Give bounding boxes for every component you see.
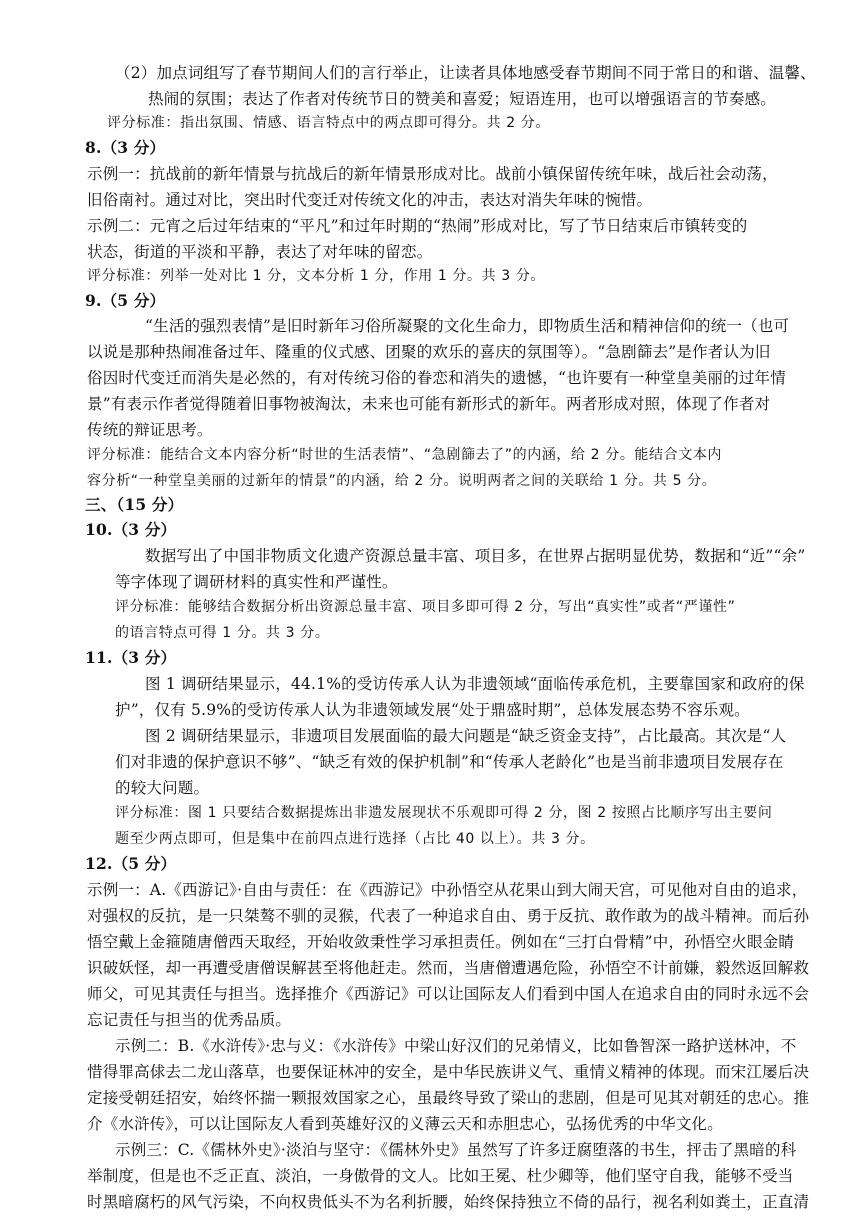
answer-text-line: 悟空戴上金箍随唐僧西天取经，开始收敛秉性学习承担责任。例如在“三打白骨精”中，孙悟空火眼金睛 bbox=[87, 933, 795, 951]
answer-text-line: 的较大问题。 bbox=[115, 779, 210, 797]
answer-text-line: （2）加点词组写了春节期间人们的言行举止，让读者具体地感受春节期间不同于常日的和谐、温馨、 bbox=[115, 64, 816, 82]
scoring-criteria-line: 评分标准：指出氛围、情感、语言特点中的两点即可得分。共 2 分。 bbox=[107, 115, 551, 131]
answer-text-line: 状态，街道的平淡和平静，表达了对年味的留恋。 bbox=[87, 243, 433, 261]
answer-text-line: 传统的辩证思考。 bbox=[87, 421, 213, 439]
answer-text-line: 忘记责任与担当的优秀品质。 bbox=[87, 1011, 292, 1029]
answer-text-line: 示例三：C.《儒林外史》·淡泊与坚守：《儒林外史》虽然写了许多迂腐堕落的书生，抨击了黑暗的科 bbox=[115, 1141, 797, 1159]
answer-text-line: 护”，仅有 5.9%的受访传承人认为非遗领域发展“处于鼎盛时期”，总体发展态势不容乐观。 bbox=[115, 701, 750, 719]
scoring-criteria-line: 评分标准：列举一处对比 1 分，文本分析 1 分，作用 1 分。共 3 分。 bbox=[87, 268, 546, 284]
answer-text-line: 师父，可见其责任与担当。选择推介《西游记》可以让国际友人们看到中国人在追求自由的同时永远不会 bbox=[87, 985, 810, 1003]
scoring-criteria-line: 容分析“一种堂皇美丽的过新年的情景”的内涵，给 2 分。说明两者之间的关联给 1 分。共 5 分。 bbox=[87, 473, 717, 489]
answer-text-line: “生活的强烈表情”是旧时新年习俗所凝聚的文化生命力，即物质生活和精神信仰的统一（也可 bbox=[145, 317, 790, 335]
answer-text-line: 图 1 调研结果显示，44.1%的受访传承人认为非遗领域“面临传承危机，主要靠国家和政府的保 bbox=[145, 675, 805, 693]
question-number: 10.（3 分） bbox=[85, 520, 177, 539]
answer-text-line: 以说是那种热闹准备过年、隆重的仪式感、团聚的欢乐的喜庆的氛围等）。“急剧篩去”是作者认为旧 bbox=[87, 343, 771, 361]
answer-text-line: 示例二：B.《水浒传》·忠与义：《水浒传》中梁山好汉们的兄弟情义，比如鲁智深一路护送林冲，不 bbox=[115, 1037, 797, 1055]
answer-text-line: 惜得罪高俅去二龙山落草，也要保证林冲的安全，是中华民族讲义气、重情义精神的体现。而宋江屡后决 bbox=[87, 1063, 810, 1081]
answer-text-line: 定接受朝廷招安，始终怀揣一颗报效国家之心，虽最终导致了梁山的悲剧，但是可见其对朝廷的忠心。推 bbox=[87, 1089, 810, 1107]
answer-text-line: 示例一：A.《西游记》·自由与责任：在《西游记》中孙悟空从花果山到大闹天宫，可见他对自由的追求， bbox=[87, 881, 808, 899]
answer-text-line: 举制度，但是也不乏正直、淡泊，一身傲骨的文人。比如王冕、杜少卿等，他们坚守自我，能够不受当 bbox=[87, 1167, 794, 1185]
answer-text-line: 们对非遗的保护意识不够”、“缺乏有效的保护机制”和“传承人老龄化”也是当前非遗项目发展存在 bbox=[115, 753, 784, 771]
answer-text-line: 识破妖怪，却一再遭受唐僧误解甚至将他赶走。然而，当唐僧遭遇危险，孙悟空不计前嫌，毅然返回解救 bbox=[87, 959, 810, 977]
question-number: 11.（3 分） bbox=[85, 648, 177, 667]
answer-text-line: 等字体现了调研材料的真实性和严谨性。 bbox=[115, 573, 398, 591]
scoring-criteria-line: 的语言特点可得 1 分。共 3 分。 bbox=[115, 625, 330, 641]
question-number: 三、（15 分） bbox=[85, 495, 184, 514]
answer-text-line: 示例一：抗战前的新年情景与抗战后的新年情景形成对比。战前小镇保留传统年味，战后社会动荡， bbox=[87, 165, 778, 183]
question-number: 12.（5 分） bbox=[85, 854, 177, 873]
answer-text-line: 介《水浒传》，可以让国际友人看到英雄好汉的义薄云天和赤胆忠心，弘扬优秀的中华文化。 bbox=[87, 1115, 723, 1133]
answer-text-line: 景”有表示作者觉得随着旧事物被淘汰，未来也可能有新形式的新年。两者形成对照，体现了作者对 bbox=[87, 395, 771, 413]
scoring-criteria-line: 评分标准：能够结合数据分析出资源总量丰富、项目多即可得 2 分，写出“真实性”或者“严谨性” bbox=[115, 599, 736, 615]
answer-text-line: 时黑暗腐朽的风气污染，不向权贵低头不为名利折腰，始终保持独立不倚的品行，视名利如粪土，正直清 bbox=[87, 1193, 810, 1211]
question-number: 8.（3 分） bbox=[85, 138, 166, 157]
answer-text-line: 热闹的氛围；表达了作者对传统节日的赞美和喜爱；短语连用，也可以增强语言的节奏感。 bbox=[148, 90, 777, 108]
scoring-criteria-line: 题至少两点即可，但是集中在前四点进行选择（占比 40 以上）。共 3 分。 bbox=[115, 831, 595, 847]
answer-text-line: 对强权的反抗，是一只桀骜不驯的灵猴，代表了一种追求自由、勇于反抗、敢作敢为的战斗精神。而后孙 bbox=[87, 907, 810, 925]
answer-text-line: 俗因时代变迁而消失是必然的，有对传统习俗的眷恋和消失的遗憾，“也许要有一种堂皇美丽的过年情 bbox=[87, 369, 786, 387]
scoring-criteria-line: 评分标准：能结合文本内容分析“时世的生活表情”、“急剧篩去了”的内涵，给 2 分。能结合文本内 bbox=[87, 447, 723, 463]
question-number: 9.（5 分） bbox=[85, 291, 166, 310]
scoring-criteria-line: 评分标准：图 1 只要结合数据提炼出非遗发展现状不乐观即可得 2 分，图 2 按照占比顺序写出主要问 bbox=[115, 805, 773, 821]
answer-text-line: 示例二：元宵之后过年结束的“平凡”和过年时期的“热闹”形成对比，写了节日结束后市镇转变的 bbox=[87, 217, 748, 235]
answer-text-line: 数据写出了中国非物质文化遗产资源总量丰富、项目多，在世界占据明显优势，数据和“近”“余” bbox=[145, 547, 806, 565]
answer-text-line: 图 2 调研结果显示，非遗项目发展面临的最大问题是“缺乏资金支持”，占比最高。其次是“人 bbox=[145, 727, 787, 745]
answer-text-line: 旧俗南衬。通过对比，突出时代变迁对传统文化的冲击，表达对消失年味的惋惜。 bbox=[87, 191, 653, 209]
